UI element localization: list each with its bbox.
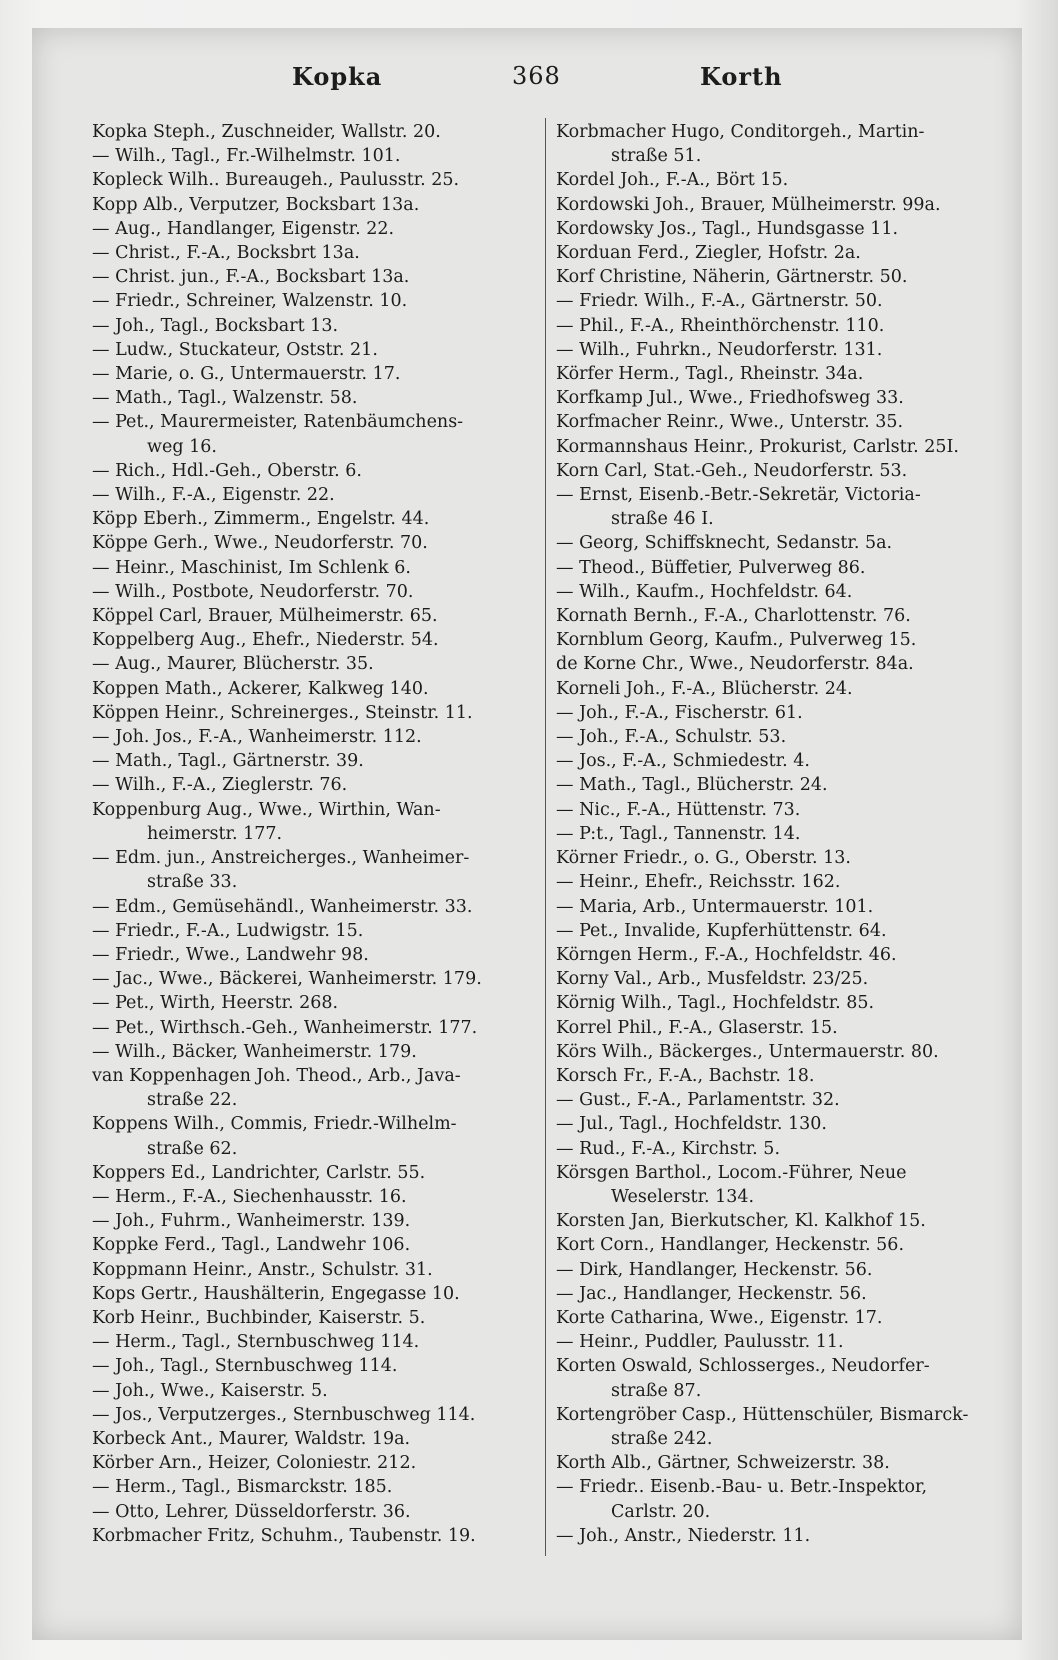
directory-entry [92, 217, 532, 241]
entry-line: — Wilh., Bäcker, Wanheimerstr. 179. [92, 1041, 417, 1062]
entry-line: — Herm., Tagl., Sternbuschweg 114. [92, 1332, 420, 1353]
directory-entry [92, 1330, 532, 1354]
directory-entry [556, 1088, 986, 1112]
entry-line: — Heinr., Ehefr., Reichsstr. 162. [556, 872, 841, 893]
entry-continuation: straße 87. [611, 1380, 702, 1401]
entry-line: Körngen Herm., F.-A., Hochfeldstr. 46. [556, 944, 897, 965]
entry-line: — Joh., Fuhrm., Wanheimerstr. 139. [92, 1211, 411, 1232]
entry-line: — Aug., Maurer, Blücherstr. 35. [92, 654, 374, 675]
entry-line: — Joh. Jos., F.-A., Wanheimerstr. 112. [92, 727, 422, 748]
directory-entry [92, 120, 532, 144]
entry-line: Korth Alb., Gärtner, Schweizerstr. 38. [556, 1453, 890, 1474]
entry-line: — Aug., Handlanger, Eigenstr. 22. [92, 218, 395, 239]
entry-line: Kornblum Georg, Kaufm., Pulverweg 15. [556, 630, 917, 651]
directory-entry [556, 1209, 986, 1233]
directory-entry [92, 507, 532, 531]
directory-entry [92, 1379, 532, 1403]
entry-line: — Heinr., Puddler, Paulusstr. 11. [556, 1332, 844, 1353]
entry-line: Körnig Wilh., Tagl., Hochfeldstr. 85. [556, 993, 875, 1014]
entry-line: — Jos., Verputzerges., Sternbuschweg 114. [92, 1404, 476, 1425]
entry-line: — Wilh., Postbote, Neudorferstr. 70. [92, 581, 414, 602]
directory-entry [92, 314, 532, 338]
directory-entry [556, 895, 986, 919]
entry-line: Korduan Ferd., Ziegler, Hofstr. 2a. [556, 243, 861, 264]
entry-continuation: heimerstr. 177. [147, 823, 283, 844]
entry-line: Körner Friedr., o. G., Oberstr. 13. [556, 848, 851, 869]
entry-line: — Heinr., Maschinist, Im Schlenk 6. [92, 557, 411, 578]
entry-line: — Friedr.. Eisenb.-Bau- u. Betr.-Inspektor, [556, 1477, 928, 1498]
entry-line: Korneli Joh., F.-A., Blücherstr. 24. [556, 678, 853, 699]
directory-entry [556, 604, 986, 628]
directory-entry [92, 241, 532, 265]
directory-entry [92, 1161, 532, 1185]
entry-line: — Joh., Tagl., Sternbuschweg 114. [92, 1356, 398, 1377]
directory-entry [556, 168, 986, 192]
directory-entry [556, 628, 986, 652]
entry-line: — Pet., Wirth, Heerstr. 268. [92, 993, 339, 1014]
entry-line: — Math., Tagl., Walzenstr. 58. [92, 388, 358, 409]
left-column [92, 120, 532, 1548]
directory-entry [556, 1451, 986, 1475]
entry-line: — Edm. jun., Anstreicherges., Wanheimer- [92, 848, 470, 869]
directory-entry [92, 749, 532, 773]
directory-entry [556, 1475, 986, 1523]
directory-entry [92, 628, 532, 652]
entry-line: — Gust., F.-A., Parlamentstr. 32. [556, 1090, 840, 1111]
entry-line: Kordel Joh., F.-A., Bört 15. [556, 170, 789, 191]
directory-entry [556, 314, 986, 338]
right-column [556, 120, 986, 1548]
entry-line: Koppers Ed., Landrichter, Carlstr. 55. [92, 1162, 426, 1183]
entry-line: Kops Gertr., Haushälterin, Engegasse 10. [92, 1283, 460, 1304]
entry-line: — Joh., Anstr., Niederstr. 11. [556, 1525, 811, 1546]
entry-line: — Dirk, Handlanger, Heckenstr. 56. [556, 1259, 873, 1280]
directory-entry [556, 289, 986, 313]
entry-line: Korfmacher Reinr., Wwe., Unterstr. 35. [556, 412, 904, 433]
directory-entry [556, 725, 986, 749]
entry-line: — P:t., Tagl., Tannenstr. 14. [556, 823, 801, 844]
directory-entry [92, 144, 532, 168]
column-divider [545, 118, 546, 1556]
entry-line: — Jul., Tagl., Hochfeldstr. 130. [556, 1114, 827, 1135]
directory-entry [556, 1354, 986, 1402]
directory-entry [92, 459, 532, 483]
directory-entry [556, 531, 986, 555]
directory-entry [556, 435, 986, 459]
entry-line: Korb Heinr., Buchbinder, Kaiserstr. 5. [92, 1307, 426, 1328]
entry-line: Körber Arn., Heizer, Coloniestr. 212. [92, 1453, 417, 1474]
directory-entry [556, 943, 986, 967]
directory-entry [556, 991, 986, 1015]
entry-line: Korf Christine, Näherin, Gärtnerstr. 50. [556, 267, 908, 288]
entry-line: Kopleck Wilh.. Bureaugeh., Paulusstr. 25. [92, 170, 460, 191]
directory-entry [556, 846, 986, 870]
directory-entry [556, 241, 986, 265]
directory-entry [556, 1282, 986, 1306]
directory-entry [92, 410, 532, 458]
directory-entry [556, 362, 986, 386]
entry-line: Koppke Ferd., Tagl., Landwehr 106. [92, 1235, 411, 1256]
directory-entry [556, 338, 986, 362]
entry-line: — Ludw., Stuckateur, Oststr. 21. [92, 339, 378, 360]
entry-line: — Wilh., Fuhrkn., Neudorferstr. 131. [556, 339, 883, 360]
directory-entry [92, 798, 532, 846]
entry-line: — Marie, o. G., Untermauerstr. 17. [92, 364, 401, 385]
entry-line: — Math., Tagl., Blücherstr. 24. [556, 775, 828, 796]
directory-entry [556, 967, 986, 991]
entry-continuation: straße 62. [147, 1138, 238, 1159]
entry-line: — Friedr., F.-A., Ludwigstr. 15. [92, 920, 364, 941]
directory-entry [92, 895, 532, 919]
directory-entry [92, 1427, 532, 1451]
entry-line: Korbmacher Fritz, Schuhm., Taubenstr. 19. [92, 1525, 476, 1546]
entry-line: Köppen Heinr., Schreinerges., Steinstr. 11. [92, 702, 473, 723]
entry-line: — Nic., F.-A., Hüttenstr. 73. [556, 799, 801, 820]
entry-line: — Georg, Schiffsknecht, Sedanstr. 5a. [556, 533, 893, 554]
entry-continuation: Carlstr. 20. [611, 1501, 711, 1522]
directory-entry [92, 701, 532, 725]
entry-continuation: straße 22. [147, 1090, 238, 1111]
directory-entry [556, 677, 986, 701]
entry-line: — Wilh., F.-A., Eigenstr. 22. [92, 485, 335, 506]
directory-entry [556, 1040, 986, 1064]
directory-entry [556, 459, 986, 483]
directory-entry [556, 1112, 986, 1136]
directory-entry [556, 870, 986, 894]
directory-entry [92, 652, 532, 676]
directory-entry [92, 1475, 532, 1499]
entry-continuation: straße 33. [147, 872, 238, 893]
directory-entry [556, 1064, 986, 1088]
header-left-keyword: Kopka [292, 62, 383, 91]
directory-entry [92, 846, 532, 894]
directory-entry [556, 265, 986, 289]
directory-entry [556, 1403, 986, 1451]
entry-line: — Math., Tagl., Gärtnerstr. 39. [92, 751, 364, 772]
directory-entry [556, 120, 986, 168]
directory-entry [92, 1185, 532, 1209]
directory-entry [92, 1040, 532, 1064]
directory-entry [92, 580, 532, 604]
directory-entry [92, 1403, 532, 1427]
entry-line: — Maria, Arb., Untermauerstr. 101. [556, 896, 874, 917]
entry-line: — Rich., Hdl.-Geh., Oberstr. 6. [92, 460, 362, 481]
directory-entry [92, 168, 532, 192]
directory-entry [92, 1233, 532, 1257]
directory-entry [92, 338, 532, 362]
entry-line: — Edm., Gemüsehändl., Wanheimerstr. 33. [92, 896, 473, 917]
directory-entry [92, 1064, 532, 1112]
directory-entry [92, 1451, 532, 1475]
entry-continuation: straße 46 I. [611, 509, 714, 530]
entry-line: — Theod., Büffetier, Pulverweg 86. [556, 557, 866, 578]
directory-entry [556, 1330, 986, 1354]
directory-entry [556, 410, 986, 434]
entry-line: de Korne Chr., Wwe., Neudorferstr. 84a. [556, 654, 914, 675]
entry-line: Koppelberg Aug., Ehefr., Niederstr. 54. [92, 630, 439, 651]
entry-line: Korbmacher Hugo, Conditorgeh., Martin- [556, 122, 925, 142]
entry-continuation: Weselerstr. 134. [611, 1186, 755, 1207]
directory-entry [556, 822, 986, 846]
entry-line: — Pet., Invalide, Kupferhüttenstr. 64. [556, 920, 887, 941]
directory-entry [92, 1112, 532, 1160]
directory-entry [556, 217, 986, 241]
entry-line: Korbeck Ant., Maurer, Waldstr. 19a. [92, 1428, 411, 1449]
directory-entry [556, 773, 986, 797]
entry-line: Korrel Phil., F.-A., Glaserstr. 15. [556, 1017, 838, 1038]
directory-entry [556, 798, 986, 822]
entry-line: — Pet., Wirthsch.-Geh., Wanheimerstr. 177. [92, 1017, 478, 1038]
header-right-keyword: Korth [700, 62, 783, 91]
entry-line: Koppmann Heinr., Anstr., Schulstr. 31. [92, 1259, 433, 1280]
entry-line: — Joh., F.-A., Schulstr. 53. [556, 727, 787, 748]
directory-entry [556, 1161, 986, 1209]
directory-entry [556, 1524, 986, 1548]
directory-entry [92, 1500, 532, 1524]
entry-line: Korfkamp Jul., Wwe., Friedhofsweg 33. [556, 388, 904, 409]
entry-line: — Christ., F.-A., Bocksbrt 13a. [92, 243, 360, 264]
directory-entry [556, 1137, 986, 1161]
entry-line: — Joh., Tagl., Bocksbart 13. [92, 315, 339, 336]
directory-entry [92, 725, 532, 749]
entry-line: — Pet., Maurermeister, Ratenbäumchens- [92, 412, 464, 433]
entry-line: — Ernst, Eisenb.-Betr.-Sekretär, Victoria- [556, 485, 921, 506]
directory-entry [92, 1016, 532, 1040]
directory-entry [556, 749, 986, 773]
entry-line: Korten Oswald, Schlosserges., Neudorfer- [556, 1356, 930, 1377]
directory-entry [556, 193, 986, 217]
entry-line: Kordowsky Jos., Tagl., Hundsgasse 11. [556, 218, 899, 239]
directory-entry [92, 677, 532, 701]
directory-entry [556, 701, 986, 725]
directory-entry [92, 1524, 532, 1548]
entry-line: — Christ. jun., F.-A., Bocksbart 13a. [92, 267, 410, 288]
entry-line: — Friedr. Wilh., F.-A., Gärtnerstr. 50. [556, 291, 883, 312]
entry-line: — Wilh., Tagl., Fr.-Wilhelmstr. 101. [92, 146, 401, 167]
entry-line: Kopp Alb., Verputzer, Bocksbart 13a. [92, 194, 420, 215]
directory-entry [556, 1016, 986, 1040]
entry-line: — Wilh., F.-A., Zieglerstr. 76. [92, 775, 348, 796]
directory-entry [92, 531, 532, 555]
directory-entry [556, 580, 986, 604]
entry-line: — Otto, Lehrer, Düsseldorferstr. 36. [92, 1501, 411, 1522]
running-header [0, 62, 1058, 102]
directory-entry [92, 1209, 532, 1233]
entry-line: Kort Corn., Handlanger, Heckenstr. 56. [556, 1235, 905, 1256]
directory-entry [92, 1354, 532, 1378]
entry-line: Koppen Math., Ackerer, Kalkweg 140. [92, 678, 429, 699]
entry-line: Koppens Wilh., Commis, Friedr.-Wilhelm- [92, 1114, 457, 1135]
directory-entry [92, 604, 532, 628]
entry-line: — Herm., F.-A., Siechenhausstr. 16. [92, 1186, 407, 1207]
directory-entry [556, 483, 986, 531]
directory-entry [556, 919, 986, 943]
directory-entry [92, 773, 532, 797]
page-number: 368 [512, 62, 561, 90]
directory-entry [92, 1282, 532, 1306]
entry-line: Kormannshaus Heinr., Prokurist, Carlstr. 25I. [556, 436, 959, 457]
directory-entry [92, 1258, 532, 1282]
entry-line: Köppel Carl, Brauer, Mülheimerstr. 65. [92, 606, 438, 627]
entry-line: — Friedr., Schreiner, Walzenstr. 10. [92, 291, 408, 312]
entry-line: — Jac., Wwe., Bäckerei, Wanheimerstr. 179. [92, 969, 482, 990]
entry-continuation: straße 242. [611, 1428, 713, 1449]
entry-line: — Rud., F.-A., Kirchstr. 5. [556, 1138, 781, 1159]
entry-line: Korsch Fr., F.-A., Bachstr. 18. [556, 1065, 815, 1086]
entry-line: Kordowski Joh., Brauer, Mülheimerstr. 99a. [556, 194, 941, 215]
entry-line: Korsten Jan, Bierkutscher, Kl. Kalkhof 15. [556, 1211, 926, 1232]
directory-entry [556, 1233, 986, 1257]
entry-line: — Phil., F.-A., Rheinthörchenstr. 110. [556, 315, 885, 336]
entry-line: Körsgen Barthol., Locom.-Führer, Neue [556, 1162, 907, 1183]
directory-entry [92, 1306, 532, 1330]
directory-entry [92, 193, 532, 217]
entry-line: — Jos., F.-A., Schmiedestr. 4. [556, 751, 810, 772]
directory-entry [556, 556, 986, 580]
entry-line: — Herm., Tagl., Bismarckstr. 185. [92, 1477, 393, 1498]
entry-line: Korn Carl, Stat.-Geh., Neudorferstr. 53. [556, 460, 908, 481]
directory-entry [92, 991, 532, 1015]
entry-line: Köpp Eberh., Zimmerm., Engelstr. 44. [92, 509, 430, 530]
directory-entry [92, 919, 532, 943]
directory-entry [92, 386, 532, 410]
directory-entry [92, 967, 532, 991]
entry-line: Körfer Herm., Tagl., Rheinstr. 34a. [556, 364, 864, 385]
entry-line: Kornath Bernh., F.-A., Charlottenstr. 76. [556, 606, 911, 627]
directory-entry [92, 943, 532, 967]
entry-line: Kopka Steph., Zuschneider, Wallstr. 20. [92, 122, 441, 142]
directory-entry [556, 1258, 986, 1282]
entry-line: — Wilh., Kaufm., Hochfeldstr. 64. [556, 581, 853, 602]
entry-line: Köppe Gerh., Wwe., Neudorferstr. 70. [92, 533, 428, 554]
directory-entry [92, 362, 532, 386]
entry-line: Korny Val., Arb., Musfeldstr. 23/25. [556, 969, 869, 990]
entry-continuation: weg 16. [147, 436, 217, 457]
entry-line: van Koppenhagen Joh. Theod., Arb., Java- [92, 1065, 461, 1086]
entry-line: — Joh., F.-A., Fischerstr. 61. [556, 702, 803, 723]
entry-line: Körs Wilh., Bäckerges., Untermauerstr. 80. [556, 1041, 939, 1062]
directory-entry [92, 556, 532, 580]
directory-entry [92, 289, 532, 313]
entry-line: — Joh., Wwe., Kaiserstr. 5. [92, 1380, 328, 1401]
entry-line: Korte Catharina, Wwe., Eigenstr. 17. [556, 1307, 883, 1328]
entry-line: — Friedr., Wwe., Landwehr 98. [92, 944, 369, 965]
directory-entry [92, 265, 532, 289]
directory-entry [92, 483, 532, 507]
entry-line: Kortengröber Casp., Hüttenschüler, Bismarck- [556, 1404, 969, 1425]
directory-entry [556, 652, 986, 676]
entry-line: Koppenburg Aug., Wwe., Wirthin, Wan- [92, 799, 441, 820]
entry-line: — Jac., Handlanger, Heckenstr. 56. [556, 1283, 867, 1304]
entry-continuation: straße 51. [611, 146, 702, 167]
directory-entry [556, 386, 986, 410]
directory-entry [556, 1306, 986, 1330]
